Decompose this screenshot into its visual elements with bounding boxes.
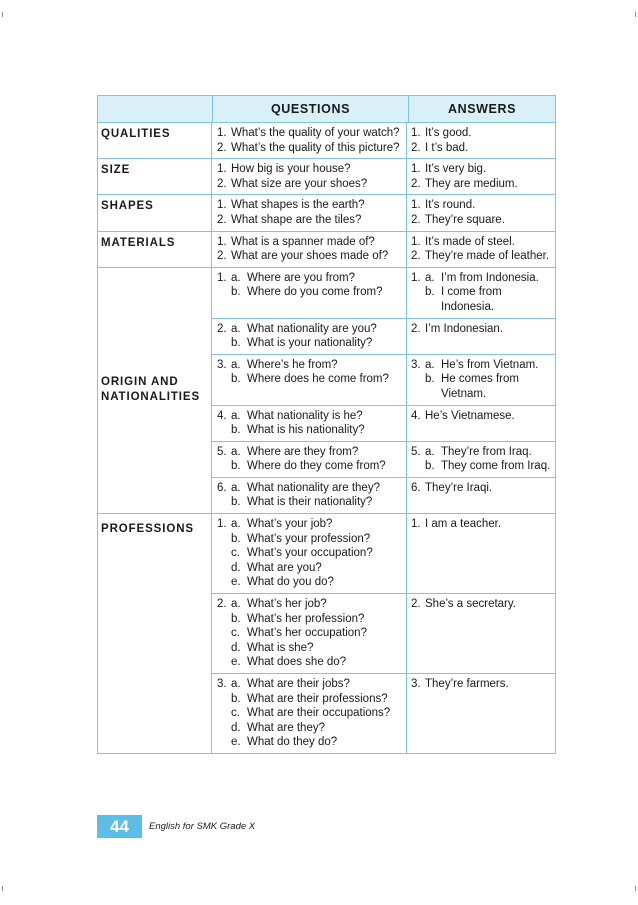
item-number: 4. xyxy=(411,409,421,422)
question-cell xyxy=(212,442,407,477)
item-sub-letter: b. xyxy=(231,460,241,473)
crop-mark xyxy=(635,12,636,17)
item-sub-letter: a. xyxy=(425,271,435,284)
question-cell xyxy=(212,319,407,354)
item-number: 1. xyxy=(411,271,421,284)
header-questions: QUESTIONS xyxy=(213,96,409,122)
answer-text: It’s made of steel. xyxy=(425,235,515,248)
item-sub-letter: a. xyxy=(231,445,241,458)
page-number: 44 xyxy=(97,815,142,838)
item-number xyxy=(217,532,231,547)
list-item xyxy=(217,597,404,612)
list-item xyxy=(411,249,553,264)
item-sub-letter: b. xyxy=(425,286,435,299)
table-row xyxy=(212,232,555,267)
list-item xyxy=(217,423,404,438)
item-sub-letter: b. xyxy=(425,460,435,473)
list-item xyxy=(411,177,553,192)
item-number: 2. xyxy=(217,250,227,263)
item-number: 2. xyxy=(217,213,227,226)
table-row xyxy=(212,514,555,593)
question-text: What is a spanner made of? xyxy=(231,235,375,248)
answer-text: I’m Indonesian. xyxy=(425,322,503,335)
list-item xyxy=(217,162,404,177)
answer-cell xyxy=(407,406,555,441)
item-number xyxy=(411,285,425,314)
item-number xyxy=(217,575,231,590)
list-item xyxy=(217,706,404,721)
answer-text: She’s a secretary. xyxy=(425,598,516,611)
question-text: What are you? xyxy=(247,561,322,574)
item-number: 1. xyxy=(217,235,227,248)
list-item xyxy=(217,249,404,264)
question-text: What’s your job? xyxy=(247,518,333,531)
category-label-line: NATIONALITIES xyxy=(101,391,201,404)
list-item xyxy=(217,626,404,641)
item-number: 2. xyxy=(411,250,421,263)
item-sub-letter: d. xyxy=(231,561,241,574)
list-item xyxy=(217,481,404,496)
answer-cell xyxy=(407,594,555,673)
answer-text: I come from Indonesia. xyxy=(441,286,502,313)
item-number: 3. xyxy=(411,358,421,371)
item-sub-letter: a. xyxy=(231,518,241,531)
item-number: 6. xyxy=(217,481,227,494)
item-number xyxy=(217,546,231,561)
question-text: What is their nationality? xyxy=(247,496,373,509)
crop-mark xyxy=(2,886,3,891)
list-item xyxy=(217,285,404,300)
item-sub-letter: a. xyxy=(231,322,241,335)
item-sub-letter: a. xyxy=(425,445,435,458)
list-item xyxy=(217,495,404,510)
item-number: 1. xyxy=(411,127,421,139)
question-text: What do you do? xyxy=(247,576,334,589)
item-number: 2. xyxy=(411,598,421,611)
question-text: What are they? xyxy=(247,721,325,734)
answer-cell xyxy=(407,268,555,318)
header-answers: ANSWERS xyxy=(447,102,517,116)
category-label: PROFESSIONS xyxy=(98,514,212,753)
item-number xyxy=(217,459,231,474)
question-text: What’s her job? xyxy=(247,598,327,611)
question-cell xyxy=(212,123,407,158)
item-sub-letter: a. xyxy=(231,409,241,422)
list-item xyxy=(217,692,404,707)
list-item xyxy=(411,481,553,496)
list-item xyxy=(217,735,404,750)
item-number: 1. xyxy=(217,518,227,531)
item-number: 1. xyxy=(217,271,227,284)
item-number: 1. xyxy=(217,199,227,212)
item-sub-letter: b. xyxy=(425,373,435,386)
answer-cell xyxy=(407,514,555,593)
list-item xyxy=(217,546,404,561)
item-number xyxy=(217,641,231,656)
question-cell xyxy=(212,159,407,194)
list-item xyxy=(217,561,404,576)
header-category-cell xyxy=(98,96,213,122)
item-sub-letter: c. xyxy=(231,547,240,560)
item-number xyxy=(217,495,231,510)
question-text: What are their professions? xyxy=(247,692,388,705)
item-number xyxy=(217,692,231,707)
item-number: 1. xyxy=(411,163,421,176)
question-text: What shapes is the earth? xyxy=(231,199,365,212)
list-item xyxy=(217,677,404,692)
item-number xyxy=(217,706,231,721)
answer-text: They’re farmers. xyxy=(425,678,509,690)
item-number xyxy=(217,721,231,736)
list-item xyxy=(411,198,553,213)
group-qualities xyxy=(97,123,556,159)
group-professions xyxy=(97,514,556,754)
table-row xyxy=(212,405,555,441)
category-label: SHAPES xyxy=(98,195,212,230)
question-text: Where’s he from? xyxy=(247,358,338,371)
item-number: 5. xyxy=(411,445,421,458)
question-cell xyxy=(212,406,407,441)
question-text: Where does he come from? xyxy=(247,373,389,386)
list-item xyxy=(217,198,404,213)
category-label: QUALITIES xyxy=(98,123,212,158)
item-sub-letter: c. xyxy=(231,627,240,640)
question-text: What’s her profession? xyxy=(247,612,365,625)
item-number xyxy=(217,372,231,387)
item-sub-letter: e. xyxy=(231,576,241,589)
question-text: What nationality is he? xyxy=(247,409,363,422)
item-number: 2. xyxy=(217,141,227,154)
list-item xyxy=(411,677,553,692)
answer-text: It’s round. xyxy=(425,199,476,212)
answer-text: He’s Vietnamese. xyxy=(425,409,515,422)
table-row xyxy=(212,354,555,405)
item-sub-letter: d. xyxy=(231,721,241,734)
question-text: Where do you come from? xyxy=(247,286,383,299)
item-number xyxy=(217,561,231,576)
item-sub-letter: b. xyxy=(231,286,241,299)
list-item xyxy=(411,459,553,474)
item-sub-letter: b. xyxy=(231,612,241,625)
question-cell xyxy=(212,478,407,513)
table-row xyxy=(212,268,555,318)
question-text: Where are they from? xyxy=(247,445,359,458)
list-item xyxy=(217,336,404,351)
list-item xyxy=(411,445,553,460)
question-text: How big is your house? xyxy=(231,163,351,176)
item-number: 2. xyxy=(411,322,421,335)
item-number: 5. xyxy=(217,445,227,458)
table-row xyxy=(212,318,555,354)
question-text: What’s the quality of your watch? xyxy=(231,127,400,139)
table-row xyxy=(212,195,555,230)
list-item xyxy=(411,271,553,286)
list-item xyxy=(217,235,404,250)
list-item xyxy=(411,285,553,314)
item-number: 2. xyxy=(217,598,227,611)
question-text: What do they do? xyxy=(247,736,338,749)
question-cell xyxy=(212,195,407,230)
answer-text: They’re from Iraq. xyxy=(441,445,532,458)
list-item xyxy=(217,459,404,474)
answer-cell xyxy=(407,195,555,230)
list-item xyxy=(217,445,404,460)
list-item xyxy=(217,721,404,736)
item-sub-letter: a. xyxy=(231,481,241,494)
list-item xyxy=(217,641,404,656)
list-item xyxy=(411,213,553,228)
answer-text: They come from Iraq. xyxy=(441,460,551,473)
list-item xyxy=(217,271,404,286)
questions-answers-table xyxy=(97,95,556,754)
item-number xyxy=(217,336,231,351)
item-number: 1. xyxy=(411,199,421,212)
item-number xyxy=(217,626,231,641)
question-cell xyxy=(212,232,407,267)
item-number xyxy=(411,372,425,401)
item-number: 1. xyxy=(411,235,421,248)
item-sub-letter: a. xyxy=(425,358,435,371)
answer-text: I t’s bad. xyxy=(425,141,469,154)
list-item xyxy=(411,358,553,373)
question-text: What nationality are you? xyxy=(247,322,377,335)
question-text: What’s your occupation? xyxy=(247,547,373,560)
list-item xyxy=(411,126,553,141)
item-sub-letter: b. xyxy=(231,337,241,350)
item-sub-letter: a. xyxy=(231,598,241,611)
answer-text: They’re made of leather. xyxy=(425,250,550,263)
item-number: 2. xyxy=(411,213,421,226)
table-row xyxy=(212,123,555,158)
item-sub-letter: b. xyxy=(231,496,241,509)
question-text: What’s your profession? xyxy=(247,532,371,545)
list-item xyxy=(217,532,404,547)
question-text: What does she do? xyxy=(247,656,347,669)
question-text: What is his nationality? xyxy=(247,424,365,437)
list-item xyxy=(217,575,404,590)
list-item xyxy=(411,409,553,424)
group-origin-nationalities xyxy=(97,268,556,514)
answer-text: It’s very big. xyxy=(425,163,487,176)
item-number: 1. xyxy=(217,127,227,139)
answer-cell xyxy=(407,442,555,477)
list-item xyxy=(217,141,404,156)
item-sub-letter: a. xyxy=(231,358,241,371)
table-row xyxy=(212,593,555,673)
list-item xyxy=(217,372,404,387)
item-number: 6. xyxy=(411,481,421,494)
list-item xyxy=(411,372,553,401)
group-rows xyxy=(212,268,555,513)
item-sub-letter: c. xyxy=(231,707,240,720)
question-text: What shape are the tiles? xyxy=(231,213,362,226)
item-sub-letter: d. xyxy=(231,641,241,654)
item-number xyxy=(217,735,231,750)
item-number: 2. xyxy=(217,322,227,335)
item-number: 2. xyxy=(411,177,421,190)
item-sub-letter: b. xyxy=(231,373,241,386)
table-row xyxy=(212,673,555,753)
question-cell xyxy=(212,514,407,593)
group-rows xyxy=(212,195,555,230)
list-item xyxy=(217,322,404,337)
question-text: What are their jobs? xyxy=(247,678,350,690)
book-title: English for SMK Grade X xyxy=(149,821,256,832)
item-sub-letter: b. xyxy=(231,424,241,437)
category-label-line: ORIGIN AND xyxy=(101,376,179,389)
answer-text: I’m from Indonesia. xyxy=(441,271,539,284)
question-text: What are your shoes made of? xyxy=(231,250,389,263)
answer-text: He comes from Vietnam. xyxy=(441,373,519,400)
question-text: Where are you from? xyxy=(247,271,356,284)
item-number: 4. xyxy=(217,409,227,422)
item-number: 3. xyxy=(217,358,227,371)
table-row xyxy=(212,441,555,477)
table-header xyxy=(97,95,556,123)
answer-text: I am a teacher. xyxy=(425,518,502,531)
item-number xyxy=(217,612,231,627)
list-item xyxy=(411,235,553,250)
list-item xyxy=(411,141,553,156)
item-number xyxy=(217,655,231,670)
question-cell xyxy=(212,268,407,318)
answer-cell xyxy=(407,232,555,267)
group-shapes xyxy=(97,195,556,231)
item-sub-letter: b. xyxy=(231,692,241,705)
group-materials xyxy=(97,232,556,268)
question-cell xyxy=(212,674,407,753)
category-label: MATERIALS xyxy=(98,232,212,267)
answer-text: It’s good. xyxy=(425,127,472,139)
question-text: What size are your shoes? xyxy=(231,177,368,190)
answer-text: He’s from Vietnam. xyxy=(441,358,539,371)
answer-cell xyxy=(407,674,555,753)
list-item xyxy=(217,358,404,373)
item-number xyxy=(411,459,425,474)
list-item xyxy=(411,162,553,177)
item-sub-letter: e. xyxy=(231,736,241,749)
group-rows xyxy=(212,123,555,158)
question-text: What’s her occupation? xyxy=(247,627,367,640)
list-item xyxy=(411,597,553,612)
question-text: What is your nationality? xyxy=(247,337,373,350)
item-number xyxy=(217,285,231,300)
list-item xyxy=(411,322,553,337)
answer-text: They’re square. xyxy=(425,213,505,226)
answer-cell xyxy=(407,319,555,354)
question-text: Where do they come from? xyxy=(247,460,386,473)
list-item xyxy=(217,612,404,627)
list-item xyxy=(217,655,404,670)
answer-text: They’re Iraqi. xyxy=(425,481,493,494)
page-footer xyxy=(97,815,255,838)
crop-mark xyxy=(2,12,3,17)
item-sub-letter: a. xyxy=(231,678,241,690)
question-text: What nationality are they? xyxy=(247,481,380,494)
question-text: What is she? xyxy=(247,641,314,654)
table-row xyxy=(212,477,555,513)
list-item xyxy=(217,409,404,424)
item-sub-letter: e. xyxy=(231,656,241,669)
item-number: 2. xyxy=(411,141,421,154)
item-sub-letter: a. xyxy=(231,271,241,284)
group-rows xyxy=(212,232,555,267)
question-cell xyxy=(212,355,407,405)
group-rows xyxy=(212,159,555,194)
item-number: 3. xyxy=(217,678,227,690)
answer-cell xyxy=(407,123,555,158)
crop-mark xyxy=(635,886,636,891)
answer-text: They are medium. xyxy=(425,177,518,190)
list-item xyxy=(217,126,404,141)
item-number: 2. xyxy=(217,177,227,190)
item-number: 1. xyxy=(411,518,421,531)
answer-cell xyxy=(407,159,555,194)
list-item xyxy=(217,517,404,532)
question-cell xyxy=(212,594,407,673)
category-label xyxy=(98,268,212,513)
question-text: What’s the quality of this picture? xyxy=(231,141,400,154)
list-item xyxy=(411,517,553,532)
list-item xyxy=(217,213,404,228)
question-text: What are their occupations? xyxy=(247,707,391,720)
table-row xyxy=(212,159,555,194)
category-label: SIZE xyxy=(98,159,212,194)
group-rows xyxy=(212,514,555,753)
answer-cell xyxy=(407,478,555,513)
item-sub-letter: b. xyxy=(231,532,241,545)
item-number: 1. xyxy=(217,163,227,176)
answer-cell xyxy=(407,355,555,405)
list-item xyxy=(217,177,404,192)
group-size xyxy=(97,159,556,195)
item-number: 3. xyxy=(411,678,421,690)
item-number xyxy=(217,423,231,438)
